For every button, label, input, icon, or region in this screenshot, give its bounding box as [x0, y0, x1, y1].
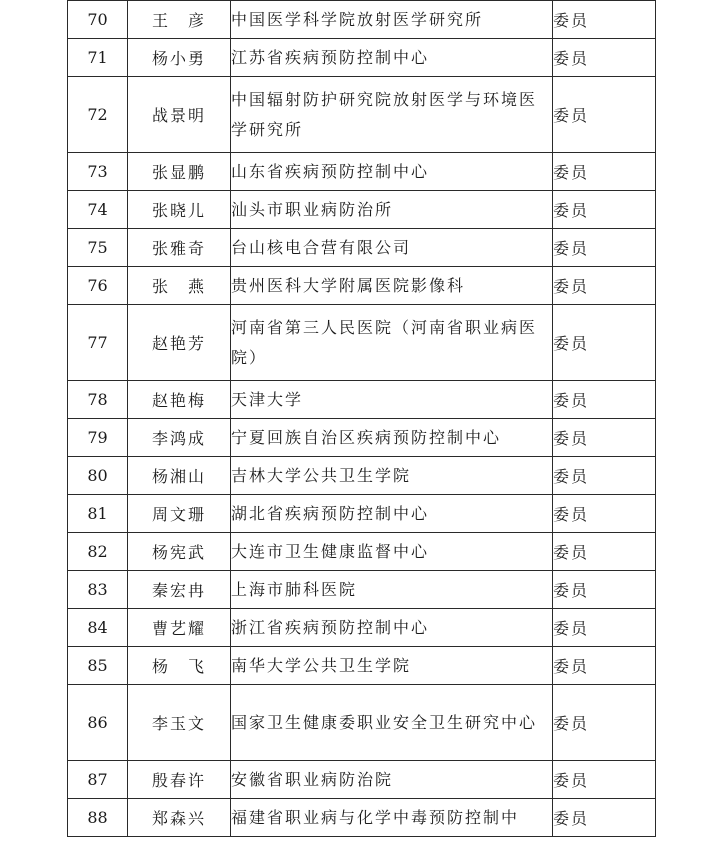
- member-organization: 吉林大学公共卫生学院: [231, 457, 553, 495]
- member-name: 赵艳芳: [128, 305, 231, 381]
- member-role: 委员: [553, 647, 656, 685]
- row-number: 87: [68, 761, 128, 799]
- member-role: 委员: [553, 1, 656, 39]
- member-name: 王 彦: [128, 1, 231, 39]
- member-name: 张雅奇: [128, 229, 231, 267]
- table-row: [68, 77, 656, 153]
- row-number: 72: [68, 77, 128, 153]
- member-organization: 河南省第三人民医院（河南省职业病医院）: [231, 305, 553, 381]
- member-role: 委员: [553, 381, 656, 419]
- table-row: [68, 39, 656, 77]
- member-name: 曹艺耀: [128, 609, 231, 647]
- row-number: 86: [68, 685, 128, 761]
- member-role: 委员: [553, 419, 656, 457]
- member-name: 殷春许: [128, 761, 231, 799]
- member-name: 周文珊: [128, 495, 231, 533]
- member-role: 委员: [553, 457, 656, 495]
- member-organization: 山东省疾病预防控制中心: [231, 153, 553, 191]
- member-role: 委员: [553, 77, 656, 153]
- member-organization: 南华大学公共卫生学院: [231, 647, 553, 685]
- member-organization: 福建省职业病与化学中毒预防控制中: [231, 799, 553, 837]
- member-name: 战景明: [128, 77, 231, 153]
- table-row: [68, 457, 656, 495]
- table-row: [68, 305, 656, 381]
- table-row: [68, 761, 656, 799]
- member-role: 委员: [553, 799, 656, 837]
- member-organization: 汕头市职业病防治所: [231, 191, 553, 229]
- member-organization: 国家卫生健康委职业安全卫生研究中心: [231, 685, 553, 761]
- member-name: 杨 飞: [128, 647, 231, 685]
- table-row: [68, 495, 656, 533]
- member-organization: 中国辐射防护研究院放射医学与环境医学研究所: [231, 77, 553, 153]
- row-number: 79: [68, 419, 128, 457]
- row-number: 82: [68, 533, 128, 571]
- table-row: [68, 609, 656, 647]
- member-role: 委员: [553, 305, 656, 381]
- member-role: 委员: [553, 533, 656, 571]
- member-role: 委员: [553, 685, 656, 761]
- member-role: 委员: [553, 761, 656, 799]
- member-organization: 天津大学: [231, 381, 553, 419]
- row-number: 88: [68, 799, 128, 837]
- table-row: [68, 381, 656, 419]
- member-name: 李玉文: [128, 685, 231, 761]
- row-number: 78: [68, 381, 128, 419]
- row-number: 73: [68, 153, 128, 191]
- row-number: 77: [68, 305, 128, 381]
- row-number: 71: [68, 39, 128, 77]
- member-role: 委员: [553, 609, 656, 647]
- member-organization: 中国医学科学院放射医学研究所: [231, 1, 553, 39]
- table-row: [68, 419, 656, 457]
- member-organization: 贵州医科大学附属医院影像科: [231, 267, 553, 305]
- member-name: 李鸿成: [128, 419, 231, 457]
- table-row: [68, 533, 656, 571]
- row-number: 74: [68, 191, 128, 229]
- row-number: 75: [68, 229, 128, 267]
- row-number: 81: [68, 495, 128, 533]
- member-table-body: [68, 1, 656, 837]
- member-role: 委员: [553, 495, 656, 533]
- member-role: 委员: [553, 39, 656, 77]
- member-role: 委员: [553, 153, 656, 191]
- member-name: 杨宪武: [128, 533, 231, 571]
- row-number: 70: [68, 1, 128, 39]
- member-organization: 江苏省疾病预防控制中心: [231, 39, 553, 77]
- row-number: 85: [68, 647, 128, 685]
- table-row: [68, 571, 656, 609]
- member-name: 秦宏冉: [128, 571, 231, 609]
- member-name: 张晓儿: [128, 191, 231, 229]
- member-name: 赵艳梅: [128, 381, 231, 419]
- row-number: 83: [68, 571, 128, 609]
- member-organization: 湖北省疾病预防控制中心: [231, 495, 553, 533]
- member-organization: 安徽省职业病防治院: [231, 761, 553, 799]
- row-number: 76: [68, 267, 128, 305]
- table-row: [68, 1, 656, 39]
- member-role: 委员: [553, 229, 656, 267]
- member-organization: 大连市卫生健康监督中心: [231, 533, 553, 571]
- member-table: [67, 0, 656, 837]
- table-row: [68, 685, 656, 761]
- member-name: 杨湘山: [128, 457, 231, 495]
- member-organization: 台山核电合营有限公司: [231, 229, 553, 267]
- member-name: 郑森兴: [128, 799, 231, 837]
- table-row: [68, 191, 656, 229]
- row-number: 80: [68, 457, 128, 495]
- table-row: [68, 647, 656, 685]
- member-name: 杨小勇: [128, 39, 231, 77]
- table-row: [68, 267, 656, 305]
- member-role: 委员: [553, 267, 656, 305]
- row-number: 84: [68, 609, 128, 647]
- member-organization: 浙江省疾病预防控制中心: [231, 609, 553, 647]
- member-organization: 上海市肺科医院: [231, 571, 553, 609]
- table-row: [68, 229, 656, 267]
- table-row: [68, 153, 656, 191]
- member-name: 张显鹏: [128, 153, 231, 191]
- member-role: 委员: [553, 571, 656, 609]
- member-organization: 宁夏回族自治区疾病预防控制中心: [231, 419, 553, 457]
- table-row: [68, 799, 656, 837]
- member-name: 张 燕: [128, 267, 231, 305]
- member-role: 委员: [553, 191, 656, 229]
